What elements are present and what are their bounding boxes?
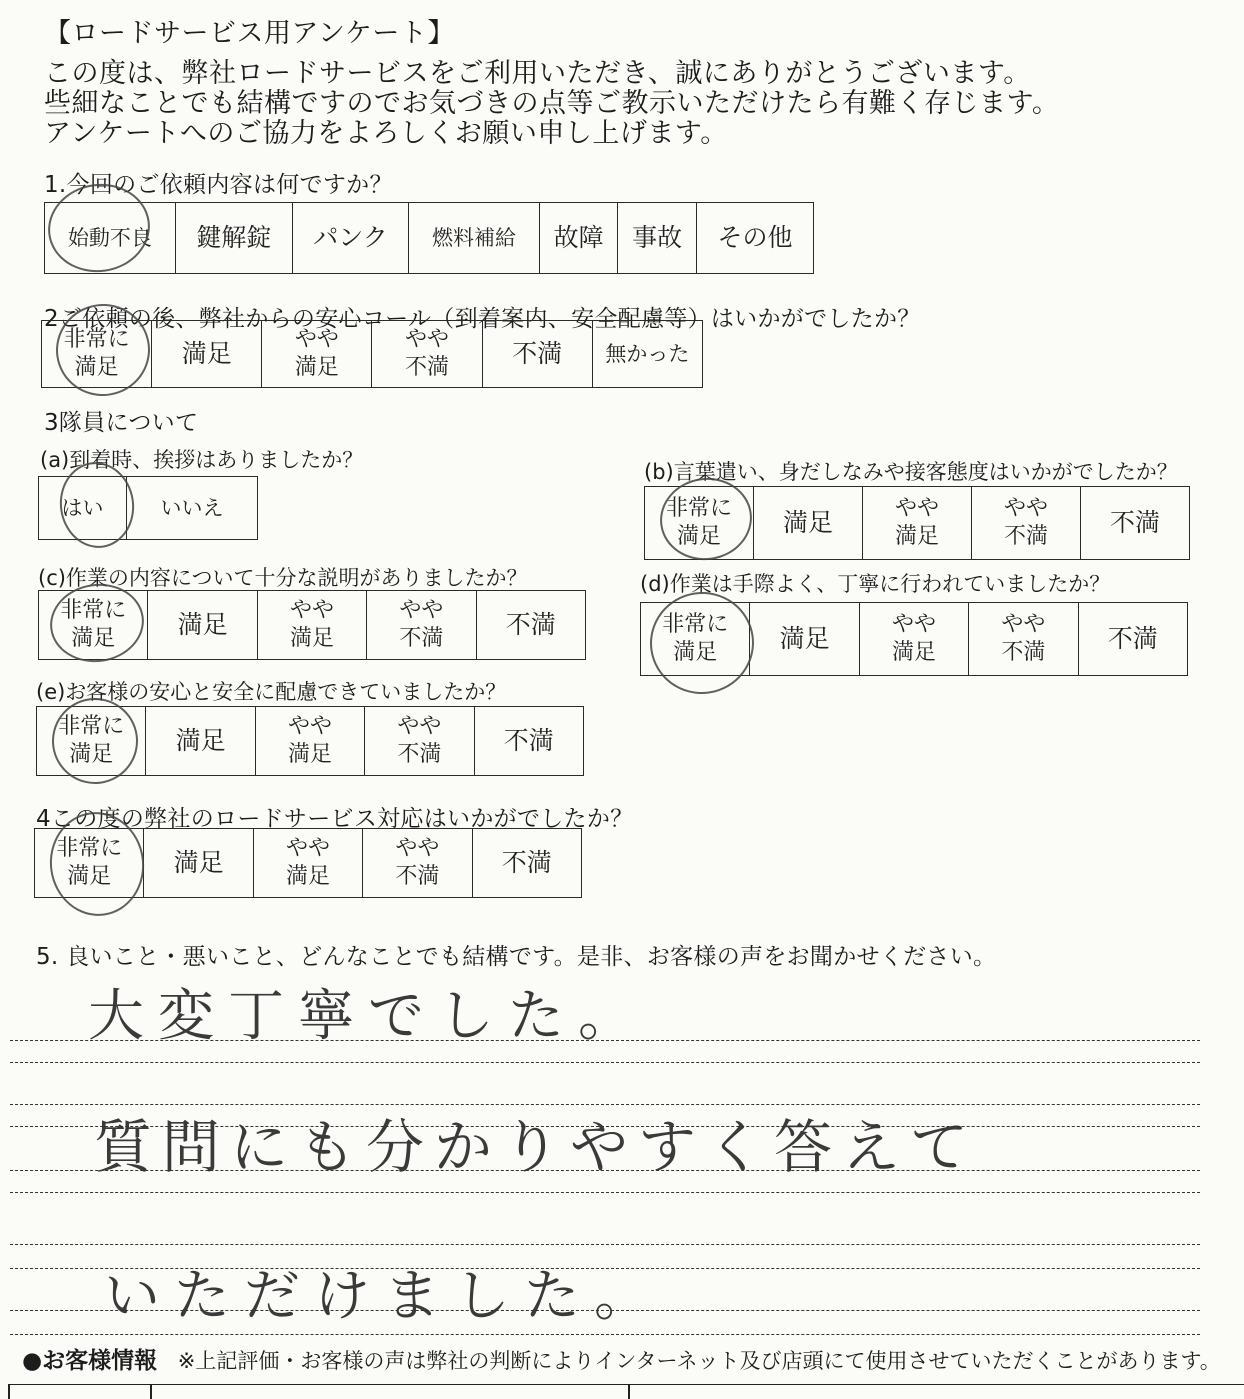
q4-option-satisfied[interactable]: 満足: [144, 829, 253, 898]
q4-option-somewhat-satisfied[interactable]: やや 満足: [253, 829, 362, 898]
q3b-option-very-satisfied[interactable]: 非常に 満足: [645, 487, 754, 560]
q3c-option-somewhat-dissatisfied[interactable]: やや 不満: [367, 591, 476, 660]
q3b-option-dissatisfied[interactable]: 不満: [1081, 487, 1190, 560]
q3d-option-satisfied[interactable]: 満足: [750, 603, 859, 676]
q5-question: 5. 良いこと・悪いこと、どんなことでも結構です。是非、お客様の声をお聞かせください。: [36, 944, 997, 970]
survey-title: 【ロードサービス用アンケート】: [44, 18, 455, 49]
answer-line-rule-5: [10, 1170, 1200, 1171]
q3d-option-very-satisfied[interactable]: 非常に 満足: [641, 603, 750, 676]
q4-option-very-satisfied[interactable]: 非常に 満足: [35, 829, 144, 898]
q2-option-dissatisfied[interactable]: 不満: [482, 321, 592, 388]
q1-question: 1.今回のご依頼内容は何ですか？: [44, 172, 393, 198]
q3c-option-somewhat-satisfied[interactable]: やや 満足: [257, 591, 366, 660]
q3a-question: (a)到着時、挨拶はありましたか？: [40, 448, 364, 472]
answer-line-rule-8: [10, 1268, 1200, 1269]
q1-option-breakdown[interactable]: 故障: [539, 203, 618, 274]
q3d-option-somewhat-dissatisfied[interactable]: やや 不満: [969, 603, 1078, 676]
q5-answer-line-3: いただけました。: [104, 1264, 664, 1329]
q3c-option-satisfied[interactable]: 満足: [148, 591, 257, 660]
q3b-question: (b)言葉遣い、身だしなみや接客態度はいかがでしたか？: [644, 460, 1178, 484]
answer-line-rule-1: [10, 1040, 1200, 1041]
q3b-option-satisfied[interactable]: 満足: [754, 487, 863, 560]
customer-info-section: [22, 1342, 1221, 1375]
intro-line-1: この度は、弊社ロードサービスをご利用いただき、誠にありがとうございます。: [44, 58, 1031, 89]
q3c-option-dissatisfied[interactable]: 不満: [476, 591, 585, 660]
q2-option-very-satisfied[interactable]: 非常に 満足: [42, 321, 152, 388]
q1-option-other[interactable]: その他: [696, 203, 813, 274]
usage-note: ※上記評価・お客様の声は弊社の判断によりインターネット及び店頭にて使用させていただくことがあります。: [177, 1349, 1221, 1373]
answer-line-rule-3: [10, 1104, 1200, 1105]
q3c-option-very-satisfied[interactable]: 非常に 満足: [39, 591, 148, 660]
q2-option-none[interactable]: 無かった: [592, 321, 702, 388]
q1-options: [44, 202, 814, 274]
intro-line-2: 些細なことでも結構ですのでお気づきの点等ご教示いただけたら有難く存じます。: [44, 88, 1060, 119]
q3d-option-dissatisfied[interactable]: 不満: [1078, 603, 1187, 676]
q3d-question: (d)作業は手際よく、丁寧に行われていましたか？: [640, 572, 1111, 596]
q3b-option-somewhat-dissatisfied[interactable]: やや 不満: [972, 487, 1081, 560]
q4-question: 4この度の弊社のロードサービス対応はいかがでしたか？: [36, 806, 634, 832]
q3e-option-satisfied[interactable]: 満足: [146, 707, 255, 776]
q1-option-unlock[interactable]: 鍵解錠: [175, 203, 292, 274]
answer-line-rule-7: [10, 1244, 1200, 1245]
customer-info-table: [8, 1384, 1244, 1399]
intro-line-3: アンケートへのご協力をよろしくお願い申し上げます。: [44, 118, 728, 149]
q3b-option-somewhat-satisfied[interactable]: やや 満足: [863, 487, 972, 560]
answer-line-rule-2: [10, 1062, 1200, 1063]
q1-option-flat-tire[interactable]: パンク: [292, 203, 408, 274]
q2-option-somewhat-dissatisfied[interactable]: やや 不満: [372, 321, 482, 388]
q3d-option-somewhat-satisfied[interactable]: やや 満足: [859, 603, 968, 676]
q3e-option-somewhat-satisfied[interactable]: やや 満足: [255, 707, 364, 776]
q2-question: 2ご依頼の後、弊社からの安心コール（到着案内、安全配慮等）はいかがでしたか？: [44, 306, 921, 332]
q3a-option-no[interactable]: いいえ: [127, 477, 258, 540]
q4-option-dissatisfied[interactable]: 不満: [472, 829, 581, 898]
q3a-option-yes[interactable]: はい: [39, 477, 127, 540]
q1-option-fuel[interactable]: 燃料補給: [409, 203, 540, 274]
answer-line-rule-6: [10, 1192, 1200, 1193]
q3-heading: 3隊員について: [44, 410, 199, 436]
answer-line-rule-4: [10, 1126, 1200, 1127]
q3e-option-very-satisfied[interactable]: 非常に 満足: [37, 707, 146, 776]
customer-info-label: ●お客様情報: [22, 1348, 158, 1374]
q3c-question: (c)作業の内容について十分な説明がありましたか？: [38, 566, 528, 590]
q5-answer-line-2: 質問にも分かりやすく答えて: [94, 1113, 979, 1181]
q1-option-start-failure[interactable]: 始動不良: [45, 203, 176, 274]
q2-option-satisfied[interactable]: 満足: [152, 321, 262, 388]
answer-line-rule-10: [10, 1334, 1200, 1335]
answer-line-rule-9: [10, 1310, 1200, 1311]
q3e-option-somewhat-dissatisfied[interactable]: やや 不満: [365, 707, 474, 776]
q4-option-somewhat-dissatisfied[interactable]: やや 不満: [363, 829, 472, 898]
q3e-question: (e)お客様の安心と安全に配慮できていましたか？: [36, 680, 507, 704]
q2-option-somewhat-satisfied[interactable]: やや 満足: [262, 321, 372, 388]
q3e-option-dissatisfied[interactable]: 不満: [474, 707, 583, 776]
q5-answer-line-1: 大変丁寧でした。: [88, 984, 648, 1049]
q1-option-accident[interactable]: 事故: [618, 203, 697, 274]
